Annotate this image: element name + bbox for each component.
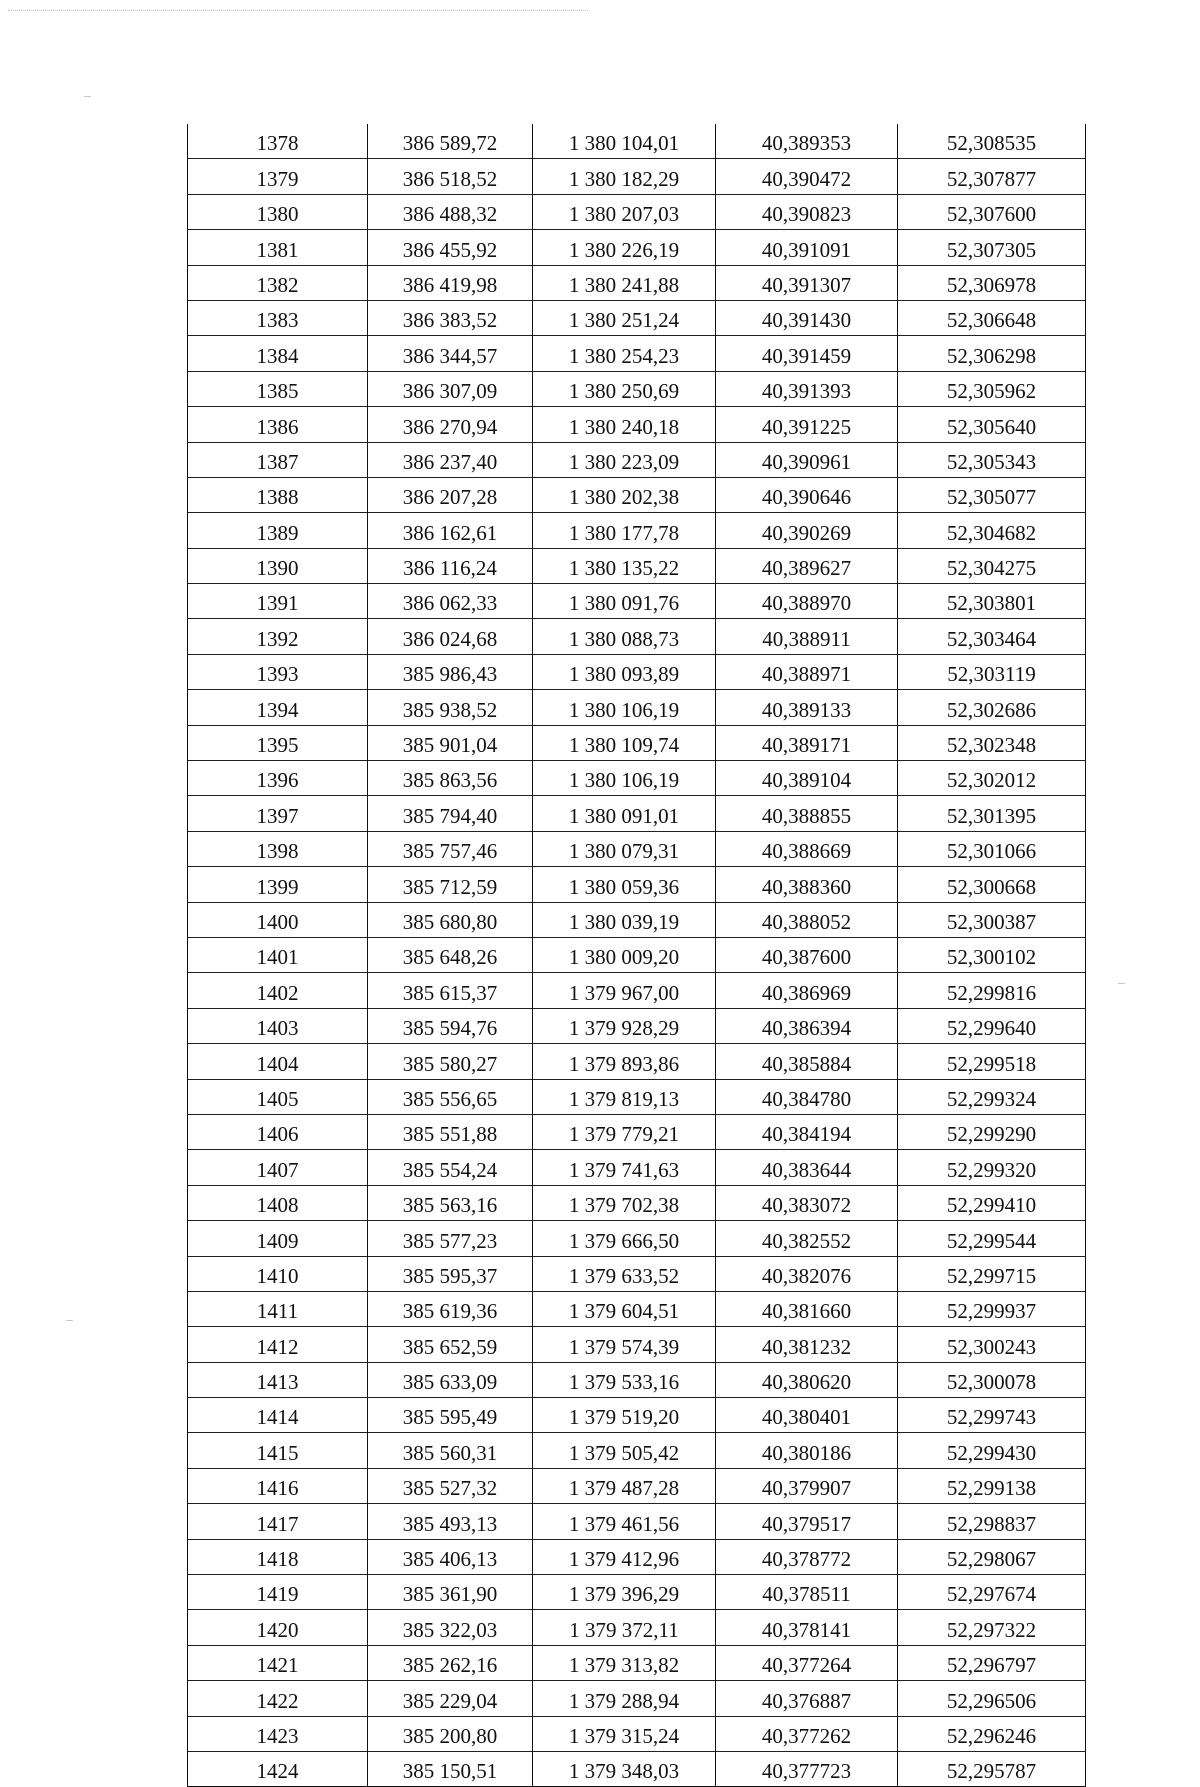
y-coordinate-cell: 1 380 088,73 (533, 619, 716, 654)
point-number-cell: 1404 (188, 1044, 368, 1079)
latitude-cell: 52,296246 (898, 1716, 1086, 1751)
latitude-cell: 52,301066 (898, 831, 1086, 866)
x-coordinate-cell: 386 455,92 (368, 230, 533, 265)
latitude-cell: 52,299816 (898, 973, 1086, 1008)
point-number-cell: 1390 (188, 548, 368, 583)
y-coordinate-cell: 1 379 666,50 (533, 1221, 716, 1256)
y-coordinate-cell: 1 380 251,24 (533, 300, 716, 335)
point-number-cell: 1422 (188, 1681, 368, 1716)
table-row (188, 477, 1086, 512)
x-coordinate-cell: 385 712,59 (368, 867, 533, 902)
longitude-cell: 40,388360 (716, 867, 898, 902)
x-coordinate-cell: 385 580,27 (368, 1044, 533, 1079)
x-coordinate-cell: 385 652,59 (368, 1327, 533, 1362)
x-coordinate-cell: 386 237,40 (368, 442, 533, 477)
x-coordinate-cell: 385 938,52 (368, 690, 533, 725)
y-coordinate-cell: 1 379 313,82 (533, 1645, 716, 1680)
y-coordinate-cell: 1 380 079,31 (533, 831, 716, 866)
y-coordinate-cell: 1 379 487,28 (533, 1468, 716, 1503)
table-row (188, 973, 1086, 1008)
y-coordinate-cell: 1 379 315,24 (533, 1716, 716, 1751)
table-row (188, 584, 1086, 619)
longitude-cell: 40,391225 (716, 407, 898, 442)
latitude-cell: 52,298837 (898, 1504, 1086, 1539)
table-row (188, 1291, 1086, 1326)
longitude-cell: 40,389353 (716, 124, 898, 159)
table-row (188, 619, 1086, 654)
latitude-cell: 52,296506 (898, 1681, 1086, 1716)
point-number-cell: 1399 (188, 867, 368, 902)
latitude-cell: 52,299138 (898, 1468, 1086, 1503)
longitude-cell: 40,382076 (716, 1256, 898, 1291)
table-row (188, 1539, 1086, 1574)
x-coordinate-cell: 386 344,57 (368, 336, 533, 371)
latitude-cell: 52,299410 (898, 1185, 1086, 1220)
table-row (188, 761, 1086, 796)
table-row (188, 336, 1086, 371)
point-number-cell: 1405 (188, 1079, 368, 1114)
longitude-cell: 40,391307 (716, 265, 898, 300)
table-row (188, 265, 1086, 300)
table-row (188, 1114, 1086, 1149)
x-coordinate-cell: 385 594,76 (368, 1008, 533, 1043)
x-coordinate-cell: 386 307,09 (368, 371, 533, 406)
point-number-cell: 1414 (188, 1398, 368, 1433)
longitude-cell: 40,380186 (716, 1433, 898, 1468)
longitude-cell: 40,379517 (716, 1504, 898, 1539)
latitude-cell: 52,302686 (898, 690, 1086, 725)
longitude-cell: 40,389133 (716, 690, 898, 725)
point-number-cell: 1401 (188, 937, 368, 972)
table-row (188, 902, 1086, 937)
latitude-cell: 52,298067 (898, 1539, 1086, 1574)
point-number-cell: 1424 (188, 1751, 368, 1786)
y-coordinate-cell: 1 380 104,01 (533, 124, 716, 159)
x-coordinate-cell: 385 527,32 (368, 1468, 533, 1503)
latitude-cell: 52,300102 (898, 937, 1086, 972)
point-number-cell: 1394 (188, 690, 368, 725)
latitude-cell: 52,305962 (898, 371, 1086, 406)
x-coordinate-cell: 385 595,37 (368, 1256, 533, 1291)
y-coordinate-cell: 1 380 091,01 (533, 796, 716, 831)
longitude-cell: 40,390823 (716, 194, 898, 229)
table-row (188, 1256, 1086, 1291)
x-coordinate-cell: 385 361,90 (368, 1575, 533, 1610)
y-coordinate-cell: 1 380 182,29 (533, 159, 716, 194)
latitude-cell: 52,307877 (898, 159, 1086, 194)
longitude-cell: 40,382552 (716, 1221, 898, 1256)
y-coordinate-cell: 1 380 093,89 (533, 654, 716, 689)
table-row (188, 690, 1086, 725)
y-coordinate-cell: 1 380 240,18 (533, 407, 716, 442)
point-number-cell: 1421 (188, 1645, 368, 1680)
latitude-cell: 52,301395 (898, 796, 1086, 831)
point-number-cell: 1403 (188, 1008, 368, 1043)
point-number-cell: 1407 (188, 1150, 368, 1185)
table-row (188, 300, 1086, 335)
table-row (188, 1468, 1086, 1503)
longitude-cell: 40,390961 (716, 442, 898, 477)
longitude-cell: 40,388669 (716, 831, 898, 866)
latitude-cell: 52,300243 (898, 1327, 1086, 1362)
latitude-cell: 52,304682 (898, 513, 1086, 548)
x-coordinate-cell: 386 518,52 (368, 159, 533, 194)
x-coordinate-cell: 385 262,16 (368, 1645, 533, 1680)
latitude-cell: 52,299324 (898, 1079, 1086, 1114)
point-number-cell: 1416 (188, 1468, 368, 1503)
latitude-cell: 52,299518 (898, 1044, 1086, 1079)
longitude-cell: 40,391459 (716, 336, 898, 371)
table-row (188, 513, 1086, 548)
x-coordinate-cell: 385 901,04 (368, 725, 533, 760)
y-coordinate-cell: 1 380 106,19 (533, 690, 716, 725)
table-row (188, 548, 1086, 583)
table-row (188, 1221, 1086, 1256)
table-row (188, 867, 1086, 902)
latitude-cell: 52,305640 (898, 407, 1086, 442)
longitude-cell: 40,388970 (716, 584, 898, 619)
latitude-cell: 52,297674 (898, 1575, 1086, 1610)
longitude-cell: 40,380620 (716, 1362, 898, 1397)
latitude-cell: 52,307305 (898, 230, 1086, 265)
x-coordinate-cell: 386 207,28 (368, 477, 533, 512)
longitude-cell: 40,384194 (716, 1114, 898, 1149)
y-coordinate-cell: 1 379 372,11 (533, 1610, 716, 1645)
table-row (188, 1185, 1086, 1220)
table-row (188, 442, 1086, 477)
longitude-cell: 40,390472 (716, 159, 898, 194)
x-coordinate-cell: 385 794,40 (368, 796, 533, 831)
point-number-cell: 1410 (188, 1256, 368, 1291)
longitude-cell: 40,390269 (716, 513, 898, 548)
latitude-cell: 52,296797 (898, 1645, 1086, 1680)
longitude-cell: 40,391430 (716, 300, 898, 335)
point-number-cell: 1385 (188, 371, 368, 406)
table-row (188, 124, 1086, 159)
y-coordinate-cell: 1 379 741,63 (533, 1150, 716, 1185)
latitude-cell: 52,299290 (898, 1114, 1086, 1149)
latitude-cell: 52,300387 (898, 902, 1086, 937)
longitude-cell: 40,389171 (716, 725, 898, 760)
table-row (188, 1504, 1086, 1539)
x-coordinate-cell: 385 322,03 (368, 1610, 533, 1645)
longitude-cell: 40,388052 (716, 902, 898, 937)
latitude-cell: 52,300668 (898, 867, 1086, 902)
y-coordinate-cell: 1 379 505,42 (533, 1433, 716, 1468)
x-coordinate-cell: 386 162,61 (368, 513, 533, 548)
table-row (188, 230, 1086, 265)
y-coordinate-cell: 1 380 009,20 (533, 937, 716, 972)
y-coordinate-cell: 1 379 396,29 (533, 1575, 716, 1610)
y-coordinate-cell: 1 380 106,19 (533, 761, 716, 796)
y-coordinate-cell: 1 379 702,38 (533, 1185, 716, 1220)
point-number-cell: 1402 (188, 973, 368, 1008)
x-coordinate-cell: 385 229,04 (368, 1681, 533, 1716)
point-number-cell: 1415 (188, 1433, 368, 1468)
longitude-cell: 40,378141 (716, 1610, 898, 1645)
x-coordinate-cell: 385 200,80 (368, 1716, 533, 1751)
coordinates-table (187, 124, 1086, 1787)
point-number-cell: 1398 (188, 831, 368, 866)
point-number-cell: 1378 (188, 124, 368, 159)
table-row (188, 1716, 1086, 1751)
x-coordinate-cell: 385 757,46 (368, 831, 533, 866)
point-number-cell: 1411 (188, 1291, 368, 1326)
latitude-cell: 52,299430 (898, 1433, 1086, 1468)
longitude-cell: 40,386394 (716, 1008, 898, 1043)
y-coordinate-cell: 1 380 202,38 (533, 477, 716, 512)
y-coordinate-cell: 1 380 207,03 (533, 194, 716, 229)
point-number-cell: 1395 (188, 725, 368, 760)
x-coordinate-cell: 385 615,37 (368, 973, 533, 1008)
longitude-cell: 40,391091 (716, 230, 898, 265)
x-coordinate-cell: 385 560,31 (368, 1433, 533, 1468)
point-number-cell: 1409 (188, 1221, 368, 1256)
longitude-cell: 40,383072 (716, 1185, 898, 1220)
x-coordinate-cell: 385 554,24 (368, 1150, 533, 1185)
table-row (188, 194, 1086, 229)
point-number-cell: 1412 (188, 1327, 368, 1362)
x-coordinate-cell: 386 062,33 (368, 584, 533, 619)
y-coordinate-cell: 1 380 059,36 (533, 867, 716, 902)
longitude-cell: 40,383644 (716, 1150, 898, 1185)
y-coordinate-cell: 1 379 348,03 (533, 1751, 716, 1786)
latitude-cell: 52,295787 (898, 1751, 1086, 1786)
x-coordinate-cell: 386 488,32 (368, 194, 533, 229)
point-number-cell: 1423 (188, 1716, 368, 1751)
table-row (188, 1079, 1086, 1114)
y-coordinate-cell: 1 379 779,21 (533, 1114, 716, 1149)
x-coordinate-cell: 386 270,94 (368, 407, 533, 442)
latitude-cell: 52,299544 (898, 1221, 1086, 1256)
longitude-cell: 40,378511 (716, 1575, 898, 1610)
x-coordinate-cell: 385 551,88 (368, 1114, 533, 1149)
latitude-cell: 52,306298 (898, 336, 1086, 371)
latitude-cell: 52,308535 (898, 124, 1086, 159)
y-coordinate-cell: 1 380 241,88 (533, 265, 716, 300)
longitude-cell: 40,388911 (716, 619, 898, 654)
latitude-cell: 52,305343 (898, 442, 1086, 477)
point-number-cell: 1386 (188, 407, 368, 442)
point-number-cell: 1392 (188, 619, 368, 654)
point-number-cell: 1382 (188, 265, 368, 300)
y-coordinate-cell: 1 379 893,86 (533, 1044, 716, 1079)
latitude-cell: 52,304275 (898, 548, 1086, 583)
scan-speck (84, 96, 91, 97)
y-coordinate-cell: 1 379 288,94 (533, 1681, 716, 1716)
x-coordinate-cell: 386 383,52 (368, 300, 533, 335)
x-coordinate-cell: 385 863,56 (368, 761, 533, 796)
table-row (188, 1008, 1086, 1043)
latitude-cell: 52,307600 (898, 194, 1086, 229)
longitude-cell: 40,391393 (716, 371, 898, 406)
y-coordinate-cell: 1 380 254,23 (533, 336, 716, 371)
longitude-cell: 40,376887 (716, 1681, 898, 1716)
latitude-cell: 52,299937 (898, 1291, 1086, 1326)
table-row (188, 1751, 1086, 1786)
x-coordinate-cell: 385 619,36 (368, 1291, 533, 1326)
x-coordinate-cell: 386 116,24 (368, 548, 533, 583)
longitude-cell: 40,381660 (716, 1291, 898, 1326)
table-row (188, 1681, 1086, 1716)
x-coordinate-cell: 386 419,98 (368, 265, 533, 300)
point-number-cell: 1389 (188, 513, 368, 548)
longitude-cell: 40,377723 (716, 1751, 898, 1786)
x-coordinate-cell: 385 493,13 (368, 1504, 533, 1539)
latitude-cell: 52,300078 (898, 1362, 1086, 1397)
y-coordinate-cell: 1 380 226,19 (533, 230, 716, 265)
y-coordinate-cell: 1 380 135,22 (533, 548, 716, 583)
latitude-cell: 52,299640 (898, 1008, 1086, 1043)
table-row (188, 1433, 1086, 1468)
table-row (188, 1044, 1086, 1079)
point-number-cell: 1387 (188, 442, 368, 477)
point-number-cell: 1379 (188, 159, 368, 194)
latitude-cell: 52,302348 (898, 725, 1086, 760)
x-coordinate-cell: 385 633,09 (368, 1362, 533, 1397)
table-row (188, 1327, 1086, 1362)
x-coordinate-cell: 386 589,72 (368, 124, 533, 159)
longitude-cell: 40,386969 (716, 973, 898, 1008)
latitude-cell: 52,297322 (898, 1610, 1086, 1645)
longitude-cell: 40,387600 (716, 937, 898, 972)
latitude-cell: 52,299320 (898, 1150, 1086, 1185)
point-number-cell: 1397 (188, 796, 368, 831)
y-coordinate-cell: 1 380 250,69 (533, 371, 716, 406)
longitude-cell: 40,377262 (716, 1716, 898, 1751)
coordinates-table-body (188, 124, 1086, 1787)
scan-speck (1118, 983, 1125, 984)
y-coordinate-cell: 1 380 177,78 (533, 513, 716, 548)
scan-speck (66, 1320, 73, 1321)
point-number-cell: 1406 (188, 1114, 368, 1149)
table-row (188, 937, 1086, 972)
point-number-cell: 1400 (188, 902, 368, 937)
latitude-cell: 52,305077 (898, 477, 1086, 512)
x-coordinate-cell: 385 648,26 (368, 937, 533, 972)
longitude-cell: 40,388855 (716, 796, 898, 831)
y-coordinate-cell: 1 379 533,16 (533, 1362, 716, 1397)
point-number-cell: 1384 (188, 336, 368, 371)
y-coordinate-cell: 1 380 039,19 (533, 902, 716, 937)
longitude-cell: 40,389104 (716, 761, 898, 796)
latitude-cell: 52,306978 (898, 265, 1086, 300)
point-number-cell: 1381 (188, 230, 368, 265)
y-coordinate-cell: 1 379 604,51 (533, 1291, 716, 1326)
table-row (188, 1150, 1086, 1185)
x-coordinate-cell: 385 556,65 (368, 1079, 533, 1114)
longitude-cell: 40,390646 (716, 477, 898, 512)
latitude-cell: 52,299743 (898, 1398, 1086, 1433)
longitude-cell: 40,378772 (716, 1539, 898, 1574)
table-row (188, 831, 1086, 866)
longitude-cell: 40,385884 (716, 1044, 898, 1079)
x-coordinate-cell: 385 563,16 (368, 1185, 533, 1220)
table-row (188, 1398, 1086, 1433)
latitude-cell: 52,299715 (898, 1256, 1086, 1291)
point-number-cell: 1383 (188, 300, 368, 335)
y-coordinate-cell: 1 379 519,20 (533, 1398, 716, 1433)
latitude-cell: 52,303119 (898, 654, 1086, 689)
longitude-cell: 40,381232 (716, 1327, 898, 1362)
table-row (188, 371, 1086, 406)
scan-artifact-top-line (8, 10, 588, 11)
y-coordinate-cell: 1 379 819,13 (533, 1079, 716, 1114)
y-coordinate-cell: 1 379 461,56 (533, 1504, 716, 1539)
table-row (188, 1362, 1086, 1397)
latitude-cell: 52,302012 (898, 761, 1086, 796)
point-number-cell: 1418 (188, 1539, 368, 1574)
longitude-cell: 40,388971 (716, 654, 898, 689)
table-row (188, 1645, 1086, 1680)
point-number-cell: 1396 (188, 761, 368, 796)
point-number-cell: 1417 (188, 1504, 368, 1539)
point-number-cell: 1413 (188, 1362, 368, 1397)
x-coordinate-cell: 385 680,80 (368, 902, 533, 937)
y-coordinate-cell: 1 379 928,29 (533, 1008, 716, 1043)
longitude-cell: 40,377264 (716, 1645, 898, 1680)
y-coordinate-cell: 1 379 574,39 (533, 1327, 716, 1362)
table-row (188, 407, 1086, 442)
latitude-cell: 52,303801 (898, 584, 1086, 619)
table-row (188, 796, 1086, 831)
x-coordinate-cell: 385 150,51 (368, 1751, 533, 1786)
y-coordinate-cell: 1 379 633,52 (533, 1256, 716, 1291)
table-row (188, 725, 1086, 760)
longitude-cell: 40,380401 (716, 1398, 898, 1433)
y-coordinate-cell: 1 380 091,76 (533, 584, 716, 619)
point-number-cell: 1420 (188, 1610, 368, 1645)
x-coordinate-cell: 385 986,43 (368, 654, 533, 689)
point-number-cell: 1393 (188, 654, 368, 689)
x-coordinate-cell: 385 595,49 (368, 1398, 533, 1433)
table-row (188, 159, 1086, 194)
point-number-cell: 1380 (188, 194, 368, 229)
longitude-cell: 40,389627 (716, 548, 898, 583)
point-number-cell: 1388 (188, 477, 368, 512)
y-coordinate-cell: 1 380 109,74 (533, 725, 716, 760)
longitude-cell: 40,379907 (716, 1468, 898, 1503)
latitude-cell: 52,303464 (898, 619, 1086, 654)
latitude-cell: 52,306648 (898, 300, 1086, 335)
y-coordinate-cell: 1 379 412,96 (533, 1539, 716, 1574)
point-number-cell: 1419 (188, 1575, 368, 1610)
x-coordinate-cell: 385 577,23 (368, 1221, 533, 1256)
point-number-cell: 1391 (188, 584, 368, 619)
y-coordinate-cell: 1 379 967,00 (533, 973, 716, 1008)
x-coordinate-cell: 385 406,13 (368, 1539, 533, 1574)
x-coordinate-cell: 386 024,68 (368, 619, 533, 654)
table-row (188, 1575, 1086, 1610)
point-number-cell: 1408 (188, 1185, 368, 1220)
table-row (188, 654, 1086, 689)
table-row (188, 1610, 1086, 1645)
longitude-cell: 40,384780 (716, 1079, 898, 1114)
y-coordinate-cell: 1 380 223,09 (533, 442, 716, 477)
